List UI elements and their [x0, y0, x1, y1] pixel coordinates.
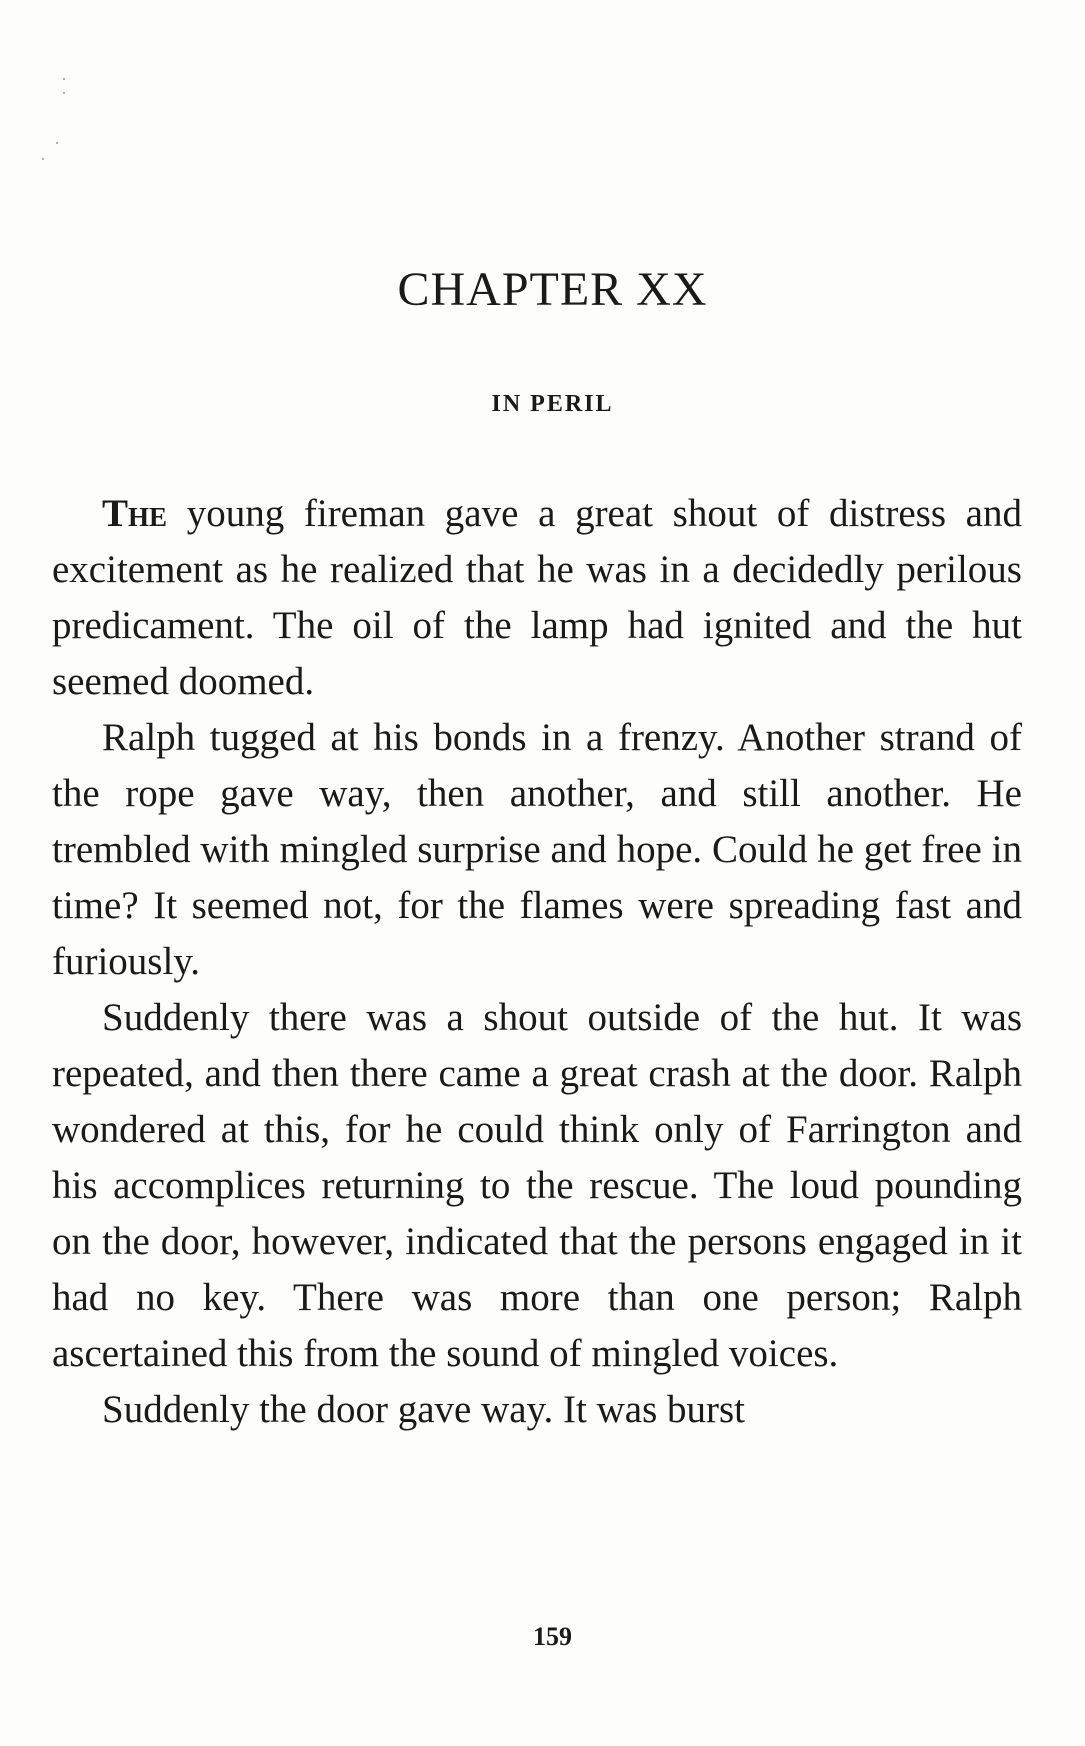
paragraph — [52, 486, 1022, 710]
chapter-title: CHAPTER XX — [397, 263, 708, 316]
paragraph: Suddenly there was a shout outside of the hut. It was repeated, and then there came a great crash at the door. Ralph wondered at this, for he could think only of Farrington and his accomplices returning to the rescue. The loud pounding on the door, however, indicated that the persons engaged in it had no key. There was more than one person; Ralph ascertained this from the sound of mingled voices. — [52, 996, 1022, 1375]
paragraph-text: young fireman gave a great shout of distress and excitement as he realized that he was in a decidedly perilous predicament. The oil of the lamp had ignited and the hut seemed doomed. — [52, 492, 1022, 703]
scan-speck — [56, 142, 58, 144]
scan-speck — [63, 78, 65, 80]
paragraph-lead-word: The — [102, 492, 168, 535]
page-number: 159 — [533, 1622, 572, 1651]
paragraph: Ralph tugged at his bonds in a frenzy. Another strand of the rope gave way, then another, and still another. He trembled with mingled surprise and hope. Could he get free in time? It seemed not, for the flames were spreading fast and furiously. — [52, 716, 1022, 983]
chapter-body — [52, 486, 1022, 1438]
chapter-subtitle: IN PERIL — [491, 391, 614, 417]
scan-speck — [42, 158, 44, 160]
paragraph: Suddenly the door gave way. It was burst — [102, 1388, 746, 1431]
scan-speck — [63, 92, 65, 94]
